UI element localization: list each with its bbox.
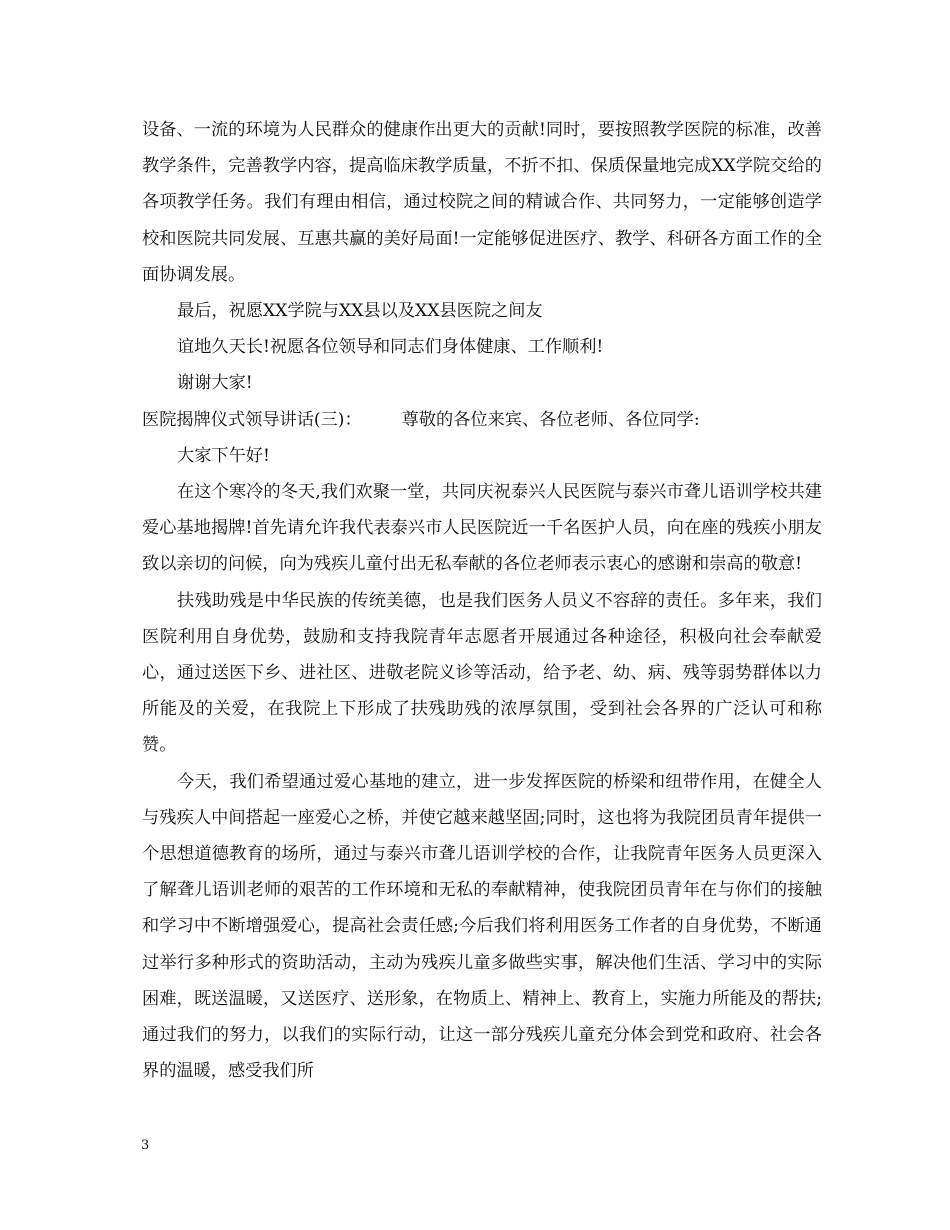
section-salutation: 尊敬的各位来宾、各位老师、各位同学:	[401, 409, 700, 430]
paragraph-continuation: 设备、一流的环境为人民群众的健康作出更大的贡献!同时，要按照教学医院的标准，改善教学条件，完善教学内容，提高临床教学质量，不折不扣、保质保量地完成XX学院交给的各项教学任务。我们有理由相信，通过校院之间的精诚合作、共同努力，一定能够创造学校和医院共同发展、互惠共赢的美好局面!一定能够促进医疗、教学、科研各方面工作的全面协调发展。	[142, 120, 822, 285]
document-body	[142, 112, 822, 1089]
heading-gap	[362, 402, 402, 438]
section-heading-line	[142, 402, 822, 438]
paragraph-disability-support: 扶残助残是中华民族的传统美德，也是我们医务人员义不容辞的责任。多年来，我们医院利用自身优势，鼓励和支持我院青年志愿者开展通过各种途径，积极向社会奉献爱心，通过送医下乡、进社区、进敬老院义诊等活动，给予老、幼、病、残等弱势群体以力所能及的关爱，在我院上下形成了扶残助残的浓厚氛围，受到社会各界的广泛认可和称赞。	[142, 590, 822, 756]
paragraph-celebration: 在这个寒冷的冬天,我们欢聚一堂，共同庆祝泰兴人民医院与泰兴市聋儿语训学校共建爱心基地揭牌!首先请允许我代表泰兴市人民医院近一千名医护人员，向在座的残疾小朋友致以亲切的问候，向为残疾儿童付出无私奉献的各位老师表示衷心的感谢和崇高的敬意!	[142, 482, 822, 575]
paragraph-closing-wish-part1: 最后，祝愿XX学院与XX县以及XX县医院之间友	[177, 301, 543, 322]
paragraph-thanks: 谢谢大家!	[177, 373, 253, 394]
paragraph-closing-wish-part2: 谊地久天长!祝愿各位领导和同志们身体健康、工作顺利!	[177, 337, 604, 358]
paragraph-love-base: 今天，我们希望通过爱心基地的建立，进一步发挥医院的桥梁和纽带作用，在健全人与残疾人中间搭起一座爱心之桥，并使它越来越坚固;同时，这也将为我院团员青年提供一个思想道德教育的场所，通过与泰兴市聋儿语训学校的合作，让我院青年医务人员更深入了解聋儿语训老师的艰苦的工作环境和无私的奉献精神，使我院团员青年在与你们的接触和学习中不断增强爱心，提高社会责任感;今后我们将利用医务工作者的自身优势，不断通过举行多种形式的资助活动，主动为残疾儿童多做些实事，解决他们生活、学习中的实际困难，既送温暖，又送医疗、送形象，在物质上、精神上、教育上，实施力所能及的帮扶;通过我们的努力，以我们的实际行动，让这一部分残疾儿童充分体会到党和政府、社会各界的温暖，感受我们所	[142, 771, 822, 1082]
paragraph-greeting: 大家下午好!	[177, 445, 270, 466]
section-title: 医院揭牌仪式领导讲话(三)：	[142, 409, 362, 430]
page-number: 3	[141, 1138, 150, 1153]
